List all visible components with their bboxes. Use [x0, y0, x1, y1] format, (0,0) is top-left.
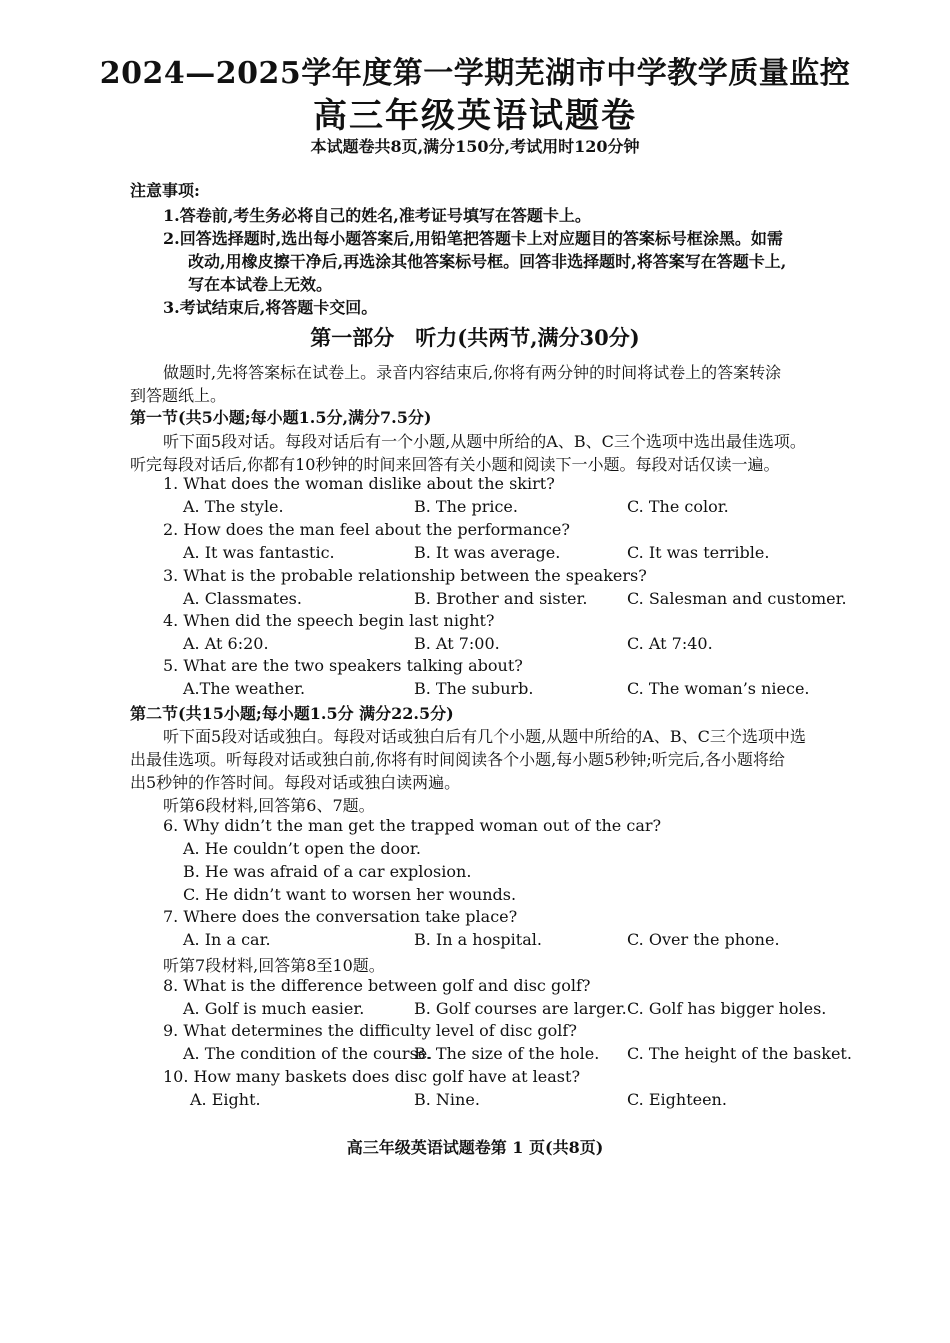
- question-9-stem: 9. What determines the difficulty level of disc golf?: [163, 1021, 577, 1040]
- question-3-option-c: C. Salesman and customer.: [627, 589, 847, 608]
- note-item-2-cont: 改动,用橡皮擦干净后,再选涂其他答案标号框。回答非选择题时,将答案写在答题卡上,: [188, 252, 787, 271]
- question-10-stem: 10. How many baskets does disc golf have at least?: [163, 1067, 581, 1086]
- question-2-stem: 2. How does the man feel about the performance?: [163, 520, 570, 539]
- question-7-option-a: A. In a car.: [183, 930, 271, 949]
- question-8-option-b: B. Golf courses are larger.: [414, 999, 627, 1018]
- question-4-stem: 4. When did the speech begin last night?: [163, 611, 495, 630]
- part1-title: 第一部分 听力(共两节,满分30分): [310, 325, 640, 350]
- question-8-stem: 8. What is the difference between golf and disc golf?: [163, 976, 591, 995]
- question-8-option-c: C. Golf has bigger holes.: [627, 999, 827, 1018]
- question-4-option-c: C. At 7:40.: [627, 634, 713, 653]
- section2-instructions: 听下面5段对话或独白。每段对话或独白后有几个小题,从题中所给的A、B、C三个选项中选: [163, 727, 806, 746]
- question-6-option-a: A. He couldn’t open the door.: [183, 839, 421, 858]
- question-3-option-b: B. Brother and sister.: [414, 589, 588, 608]
- question-6-stem: 6. Why didn’t the man get the trapped woman out of the car?: [163, 816, 662, 835]
- question-1-option-a: A. The style.: [183, 497, 284, 516]
- question-1-option-c: C. The color.: [627, 497, 729, 516]
- question-1-option-b: B. The price.: [414, 497, 518, 516]
- part1-intro-cont: 到答题纸上。: [130, 386, 227, 405]
- question-7-option-b: B. In a hospital.: [414, 930, 542, 949]
- question-2-option-a: A. It was fantastic.: [183, 543, 335, 562]
- section2-instructions-cont: 出最佳选项。听每段对话或独白前,你将有时间阅读各个小题,每小题5秒钟;听完后,各小题将给: [130, 750, 785, 769]
- note-item-2-cont2: 写在本试卷上无效。: [188, 275, 333, 294]
- question-9-option-b: B. The size of the hole.: [414, 1044, 600, 1063]
- question-8-option-a: A. Golf is much easier.: [183, 999, 365, 1018]
- question-5-stem: 5. What are the two speakers talking about?: [163, 656, 523, 675]
- notes-heading: 注意事项:: [130, 181, 200, 200]
- note-item-1: 1.答卷前,考生务必将自己的姓名,准考证号填写在答题卡上。: [163, 206, 591, 225]
- question-4-option-b: B. At 7:00.: [414, 634, 500, 653]
- section1-instructions: 听下面5段对话。每段对话后有一个小题,从题中所给的A、B、C三个选项中选出最佳选项。: [163, 432, 806, 451]
- exam-title-line2: 高三年级英语试题卷: [313, 96, 637, 136]
- question-5-option-c: C. The woman’s niece.: [627, 679, 810, 698]
- question-4-option-a: A. At 6:20.: [183, 634, 269, 653]
- question-7-stem: 7. Where does the conversation take place?: [163, 907, 518, 926]
- section2-instructions-cont2: 出5秒钟的作答时间。每段对话或独白读两遍。: [130, 773, 461, 792]
- note-item-3: 3.考试结束后,将答题卡交回。: [163, 298, 378, 317]
- question-2-option-c: C. It was terrible.: [627, 543, 770, 562]
- question-7-option-c: C. Over the phone.: [627, 930, 780, 949]
- section1-heading: 第一节(共5小题;每小题1.5分,满分7.5分): [130, 408, 432, 427]
- question-6-option-b: B. He was afraid of a car explosion.: [183, 862, 472, 881]
- page-footer: 高三年级英语试题卷第 1 页(共8页): [346, 1138, 604, 1157]
- exam-subtitle: 本试题卷共8页,满分150分,考试用时120分钟: [310, 137, 640, 156]
- question-9-option-a: A. The condition of the course.: [183, 1044, 433, 1063]
- material-6-intro: 听第6段材料,回答第6、7题。: [163, 796, 375, 815]
- question-10-option-a: A. Eight.: [190, 1090, 261, 1109]
- section1-instructions-cont: 听完每段对话后,你都有10秒钟的时间来回答有关小题和阅读下一小题。每段对话仅读一遍。: [130, 455, 780, 474]
- question-3-stem: 3. What is the probable relationship between the speakers?: [163, 566, 647, 585]
- material-7-intro: 听第7段材料,回答第8至10题。: [163, 956, 385, 975]
- part1-intro: 做题时,先将答案标在试卷上。录音内容结束后,你将有两分钟的时间将试卷上的答案转涂: [163, 363, 782, 382]
- question-2-option-b: B. It was average.: [414, 543, 561, 562]
- section2-heading: 第二节(共15小题;每小题1.5分 满分22.5分): [130, 704, 454, 723]
- question-10-option-c: C. Eighteen.: [627, 1090, 727, 1109]
- question-10-option-b: B. Nine.: [414, 1090, 480, 1109]
- question-5-option-b: B. The suburb.: [414, 679, 534, 698]
- note-item-2: 2.回答选择题时,选出每小题答案后,用铅笔把答题卡上对应题目的答案标号框涂黑。如需: [163, 229, 783, 248]
- question-3-option-a: A. Classmates.: [183, 589, 302, 608]
- question-1-stem: 1. What does the woman dislike about the skirt?: [163, 474, 555, 493]
- question-5-option-a: A.The weather.: [183, 679, 306, 698]
- exam-title-line1: 2024—2025学年度第一学期芜湖市中学教学质量监控: [99, 56, 851, 91]
- question-9-option-c: C. The height of the basket.: [627, 1044, 852, 1063]
- question-6-option-c: C. He didn’t want to worsen her wounds.: [183, 885, 517, 904]
